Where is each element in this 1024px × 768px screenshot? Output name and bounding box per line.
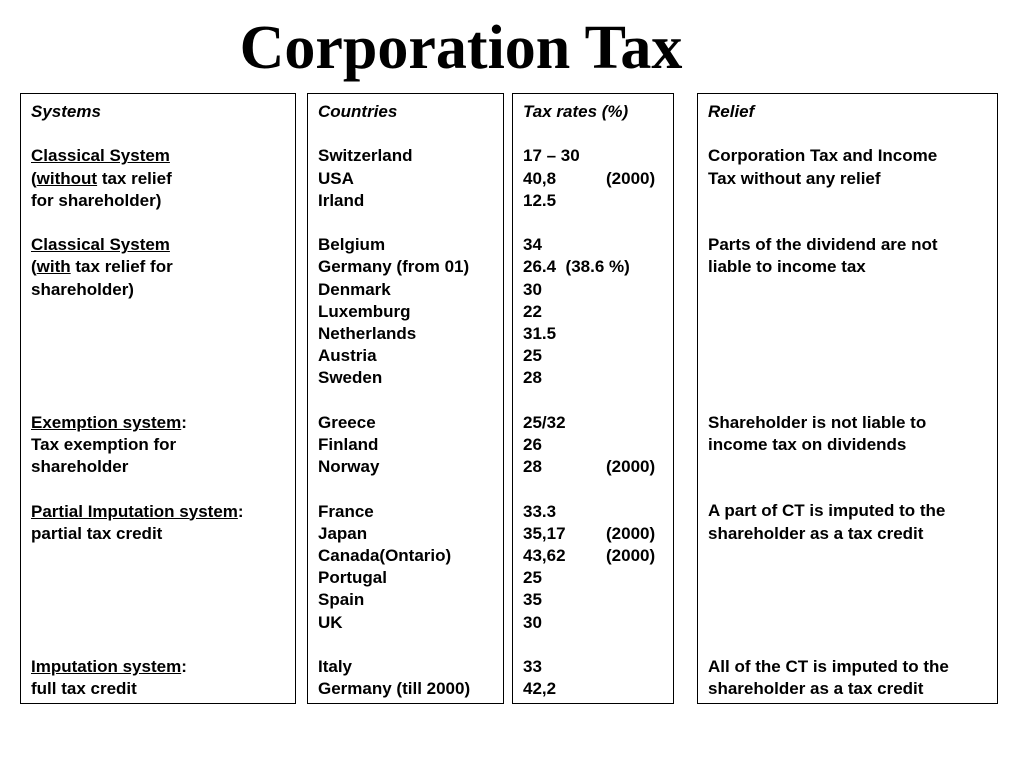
- tax-rate-item: [523, 145, 663, 167]
- country-item: Norway: [318, 457, 380, 477]
- tax-rate-item: [523, 256, 663, 278]
- spacer: [523, 478, 663, 500]
- page-title: Corporation Tax: [239, 14, 683, 82]
- country-item: Canada(Ontario): [318, 546, 452, 565]
- country-item: Germany (from 01): [318, 257, 470, 277]
- partial-imputation-system-desc: partial tax credit: [31, 523, 163, 543]
- tax-rate-value: 30: [523, 612, 542, 632]
- relief-header: Relief: [708, 102, 755, 121]
- tax-rate-value: 28: [523, 457, 542, 477]
- tax-rate-item: [523, 345, 663, 367]
- tax-rate-value: 17 – 30: [523, 146, 580, 166]
- tax-rate-value: 12.5: [523, 190, 557, 210]
- partial-imputation-system-title: Partial Imputation system:: [31, 501, 244, 521]
- tax-rate-item: [523, 301, 663, 323]
- countries-column: [307, 93, 504, 704]
- classical-system-with-desc-2: shareholder): [31, 279, 134, 299]
- tax-rate-item: [523, 434, 663, 456]
- tax-rate-item: [523, 567, 663, 589]
- country-item: Greece: [318, 412, 376, 432]
- tax-rate-item: [523, 589, 663, 611]
- country-item: Portugal: [318, 568, 387, 588]
- country-item: France: [318, 501, 374, 521]
- tax-rate-item: [523, 412, 663, 434]
- tax-rate-value: 34: [523, 235, 542, 255]
- tax-rate-value: 33.3: [523, 501, 557, 521]
- classical-system-without-desc: (without tax relief: [31, 168, 172, 188]
- tax-rate-item: [523, 656, 663, 678]
- spacer: [523, 634, 663, 656]
- tax-rate-item: [523, 501, 663, 523]
- spacer: [318, 212, 493, 234]
- countries-header: Countries: [318, 102, 398, 121]
- tax-rate-item: [523, 323, 663, 345]
- tax-rate-value: 40,8: [523, 168, 557, 188]
- relief-partial-imputation: A part of CT is imputed to the: [708, 501, 946, 521]
- relief-partial-imputation-2: shareholder as a tax credit: [708, 523, 924, 543]
- country-item: Spain: [318, 590, 365, 610]
- tax-rate-item: [523, 367, 663, 389]
- spacer: [523, 390, 663, 412]
- tax-rate-value: 33: [523, 657, 542, 676]
- relief-classical-without-2: Tax without any relief: [708, 168, 881, 188]
- relief-imputation: All of the CT is imputed to the: [708, 656, 949, 676]
- exemption-system-title: Exemption system:: [31, 412, 187, 432]
- systems-column: [20, 93, 296, 704]
- tax-rate-item: [523, 234, 663, 256]
- tax-rate-value: 28: [523, 368, 542, 388]
- spacer: [318, 634, 493, 656]
- tax-rate-item: [523, 678, 663, 700]
- tax-rate-item: [523, 279, 663, 301]
- tax-rate-item: [523, 168, 663, 190]
- country-item: Netherlands: [318, 324, 417, 343]
- country-item: Belgium: [318, 235, 386, 255]
- relief-classical-without: Corporation Tax and Income: [708, 146, 938, 166]
- country-item: Finland: [318, 435, 379, 454]
- country-item: Sweden: [318, 368, 383, 388]
- tax-rate-value: 42,2: [523, 679, 557, 699]
- country-item: Switzerland: [318, 146, 413, 166]
- tax-rates-column: [512, 93, 674, 704]
- tax-rate-item: [523, 545, 663, 567]
- tax-rate-value: 26: [523, 435, 542, 454]
- country-item: Austria: [318, 346, 377, 366]
- exemption-system-desc-2: shareholder: [31, 457, 129, 477]
- classical-system-without-title: Classical System: [31, 146, 170, 166]
- tax-rate-value: 22: [523, 301, 542, 321]
- exemption-system-desc: Tax exemption for: [31, 434, 177, 454]
- systems-header: Systems: [31, 102, 101, 121]
- tax-rate-item: [523, 456, 663, 478]
- tax-rate-year: (2000): [606, 457, 656, 477]
- tax-rate-value: 43,62: [523, 546, 566, 565]
- tax-rate-value: 30: [523, 279, 542, 299]
- tax-rates-list: [523, 145, 663, 700]
- classical-system-with-title: Classical System: [31, 235, 170, 255]
- country-item: UK: [318, 612, 343, 632]
- tax-rates-header: Tax rates (%): [523, 102, 629, 121]
- tax-rate-value: 25: [523, 346, 542, 366]
- relief-exemption-2: income tax on dividends: [708, 434, 907, 454]
- country-item: Denmark: [318, 279, 391, 299]
- tax-rate-value: 25/32: [523, 412, 566, 432]
- tax-rate-value: 31.5: [523, 324, 557, 343]
- country-item: Luxemburg: [318, 301, 411, 321]
- tax-rate-value: 35,17: [523, 523, 566, 543]
- countries-list: [318, 145, 493, 700]
- spacer: [523, 212, 663, 234]
- spacer: [318, 390, 493, 412]
- tax-rate-item: [523, 612, 663, 634]
- classical-system-without-desc-2: for shareholder): [31, 190, 162, 210]
- tax-rate-item: [523, 190, 663, 212]
- imputation-system-title: Imputation system:: [31, 656, 187, 676]
- country-item: Irland: [318, 190, 365, 210]
- tax-rate-year: (2000): [606, 523, 656, 543]
- relief-classical-with: Parts of the dividend are not: [708, 235, 938, 255]
- tax-rate-year: (2000): [606, 168, 656, 188]
- tax-rate-item: [523, 523, 663, 545]
- relief-column: [697, 93, 998, 704]
- country-item: Germany (till 2000): [318, 679, 471, 699]
- relief-exemption: Shareholder is not liable to: [708, 412, 927, 432]
- tax-rate-value: 35: [523, 590, 542, 610]
- relief-imputation-2: shareholder as a tax credit: [708, 679, 924, 699]
- tax-rate-value: 26.4 (38.6 %): [523, 257, 630, 277]
- relief-classical-with-2: liable to income tax: [708, 257, 866, 277]
- spacer: [318, 478, 493, 500]
- country-item: Italy: [318, 657, 353, 676]
- country-item: Japan: [318, 523, 368, 543]
- classical-system-with-desc: (with tax relief for: [31, 257, 173, 277]
- imputation-system-desc: full tax credit: [31, 679, 137, 699]
- tax-rate-value: 25: [523, 568, 542, 588]
- tax-rate-year: (2000): [606, 546, 656, 565]
- country-item: USA: [318, 168, 354, 188]
